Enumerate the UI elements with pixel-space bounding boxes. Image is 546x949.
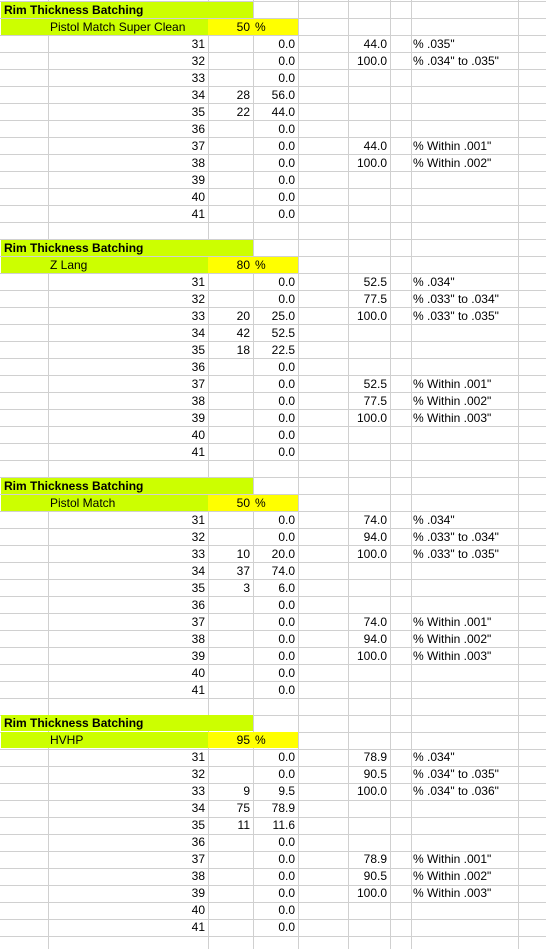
range-label[interactable] <box>411 325 546 341</box>
range-label[interactable] <box>411 444 546 460</box>
cumulative-value[interactable]: 52.5 <box>363 377 387 391</box>
thickness-value[interactable]: 39 <box>191 886 205 900</box>
range-label[interactable] <box>411 427 546 443</box>
thickness-value[interactable]: 36 <box>191 835 205 849</box>
cumulative-value[interactable] <box>348 342 390 358</box>
row-gridline <box>0 936 546 937</box>
range-label[interactable]: % .034" <box>413 275 455 289</box>
percent-value[interactable]: 0.0 <box>278 835 295 849</box>
count-value[interactable] <box>208 138 253 154</box>
range-label[interactable] <box>411 359 546 375</box>
thickness-value[interactable]: 31 <box>191 37 205 51</box>
row-gridline <box>0 698 546 699</box>
count-value[interactable]: 37 <box>236 564 250 578</box>
cumulative-value[interactable] <box>348 834 390 850</box>
range-label[interactable]: % Within .002" <box>413 394 492 408</box>
thickness-value[interactable]: 39 <box>191 649 205 663</box>
cumulative-value[interactable]: 90.5 <box>363 767 387 781</box>
count-value[interactable] <box>208 512 253 528</box>
percent-value[interactable]: 0.0 <box>278 207 295 221</box>
cumulative-value[interactable] <box>348 800 390 816</box>
count-value[interactable] <box>208 529 253 545</box>
range-label[interactable] <box>411 902 546 918</box>
percent-value[interactable]: 0.0 <box>278 767 295 781</box>
thickness-value[interactable]: 35 <box>191 581 205 595</box>
percent-value[interactable]: 74.0 <box>271 564 295 578</box>
range-label[interactable] <box>411 342 546 358</box>
count-value[interactable] <box>208 410 253 426</box>
range-label[interactable]: % .034" to .035" <box>413 767 499 781</box>
percent-sign[interactable]: % <box>255 20 266 34</box>
percent-value[interactable]: 0.0 <box>278 920 295 934</box>
range-label[interactable]: % Within .003" <box>413 411 492 425</box>
count-value[interactable]: 75 <box>236 801 250 815</box>
count-value[interactable]: 42 <box>236 326 250 340</box>
block-title[interactable]: Rim Thickness Batching <box>4 716 144 730</box>
count-value[interactable] <box>208 614 253 630</box>
count-value[interactable] <box>208 206 253 222</box>
cumulative-value[interactable]: 44.0 <box>363 139 387 153</box>
cumulative-value[interactable]: 52.5 <box>363 275 387 289</box>
range-label[interactable]: % Within .002" <box>413 632 492 646</box>
percent-value[interactable]: 0.0 <box>278 666 295 680</box>
percent-value[interactable]: 25.0 <box>271 309 295 323</box>
cumulative-value[interactable]: 100.0 <box>356 54 387 68</box>
count-value[interactable] <box>208 36 253 52</box>
cumulative-value[interactable] <box>348 206 390 222</box>
count-value[interactable]: 28 <box>236 88 250 102</box>
column-gridline <box>298 0 299 949</box>
percent-value[interactable]: 0.0 <box>278 598 295 612</box>
batch-name[interactable]: Pistol Match Super Clean <box>50 20 186 34</box>
percent-value[interactable]: 0.0 <box>278 869 295 883</box>
thickness-value[interactable]: 34 <box>191 564 205 578</box>
count-value[interactable] <box>208 885 253 901</box>
count-value[interactable]: 11 <box>237 818 250 832</box>
percent-value[interactable]: 0.0 <box>278 886 295 900</box>
percent-value[interactable]: 0.0 <box>278 530 295 544</box>
range-label[interactable]: % Within .001" <box>413 139 492 153</box>
count-value[interactable] <box>208 851 253 867</box>
thickness-value[interactable]: 37 <box>191 852 205 866</box>
cumulative-value[interactable]: 94.0 <box>363 632 387 646</box>
percent-value[interactable]: 0.0 <box>278 903 295 917</box>
thickness-value[interactable]: 37 <box>191 377 205 391</box>
percent-value[interactable]: 6.0 <box>278 581 295 595</box>
percent-value[interactable]: 0.0 <box>278 632 295 646</box>
thickness-value[interactable]: 36 <box>191 598 205 612</box>
cumulative-value[interactable]: 74.0 <box>363 615 387 629</box>
cumulative-value[interactable] <box>348 919 390 935</box>
count-value[interactable]: 10 <box>236 547 250 561</box>
percent-value[interactable]: 0.0 <box>278 852 295 866</box>
range-label[interactable] <box>411 800 546 816</box>
thickness-value[interactable]: 40 <box>191 903 205 917</box>
cumulative-value[interactable] <box>348 172 390 188</box>
count-value[interactable] <box>208 665 253 681</box>
thickness-value[interactable]: 38 <box>191 869 205 883</box>
count-value[interactable] <box>208 172 253 188</box>
count-value[interactable] <box>208 868 253 884</box>
percent-sign[interactable]: % <box>255 733 266 747</box>
cumulative-value[interactable]: 100.0 <box>356 156 387 170</box>
thickness-value[interactable]: 33 <box>191 547 205 561</box>
count-value[interactable] <box>208 648 253 664</box>
cumulative-value[interactable] <box>348 444 390 460</box>
row-gridline <box>0 222 546 223</box>
count-value[interactable] <box>208 682 253 698</box>
thickness-value[interactable]: 41 <box>191 683 205 697</box>
percent-value[interactable]: 0.0 <box>278 513 295 527</box>
count-value[interactable] <box>208 155 253 171</box>
percent-value[interactable]: 0.0 <box>278 411 295 425</box>
range-label[interactable] <box>411 834 546 850</box>
thickness-value[interactable]: 36 <box>191 360 205 374</box>
cumulative-value[interactable]: 100.0 <box>356 649 387 663</box>
count-value[interactable] <box>208 902 253 918</box>
percent-sign[interactable]: % <box>255 496 266 510</box>
range-label[interactable] <box>411 70 546 86</box>
cumulative-value[interactable]: 100.0 <box>356 886 387 900</box>
percent-value[interactable]: 52.5 <box>271 326 295 340</box>
cumulative-value[interactable] <box>348 902 390 918</box>
count-value[interactable]: 3 <box>243 581 250 595</box>
range-label[interactable] <box>411 665 546 681</box>
cumulative-value[interactable]: 74.0 <box>363 513 387 527</box>
range-label[interactable]: % .035" <box>413 37 455 51</box>
percent-value[interactable]: 0.0 <box>278 394 295 408</box>
range-label[interactable]: % .033" to .034" <box>413 292 499 306</box>
block-title[interactable]: Rim Thickness Batching <box>4 479 144 493</box>
cumulative-value[interactable]: 100.0 <box>356 411 387 425</box>
count-value[interactable] <box>208 834 253 850</box>
batch-percent[interactable]: 80 <box>236 258 250 272</box>
percent-value[interactable]: 9.5 <box>278 784 295 798</box>
count-value[interactable] <box>208 393 253 409</box>
batch-percent[interactable]: 95 <box>236 733 250 747</box>
cumulative-value[interactable] <box>348 359 390 375</box>
cumulative-value[interactable] <box>348 325 390 341</box>
cumulative-value[interactable] <box>348 121 390 137</box>
percent-value[interactable]: 78.9 <box>271 801 295 815</box>
percent-value[interactable]: 0.0 <box>278 360 295 374</box>
thickness-value[interactable]: 37 <box>191 615 205 629</box>
range-label[interactable]: % .033" to .035" <box>413 547 499 561</box>
range-label[interactable] <box>411 104 546 120</box>
percent-value[interactable]: 0.0 <box>278 292 295 306</box>
cumulative-value[interactable] <box>348 563 390 579</box>
batch-percent[interactable]: 50 <box>236 20 250 34</box>
percent-value[interactable]: 0.0 <box>278 683 295 697</box>
cumulative-value[interactable]: 100.0 <box>356 309 387 323</box>
thickness-value[interactable]: 32 <box>191 767 205 781</box>
range-label[interactable]: % Within .002" <box>413 156 492 170</box>
percent-value[interactable]: 0.0 <box>278 649 295 663</box>
range-label[interactable] <box>411 919 546 935</box>
cumulative-value[interactable]: 44.0 <box>363 37 387 51</box>
count-value[interactable]: 22 <box>236 105 250 119</box>
count-value[interactable] <box>208 749 253 765</box>
range-label[interactable]: % Within .001" <box>413 852 492 866</box>
range-label[interactable] <box>411 682 546 698</box>
count-value[interactable] <box>208 121 253 137</box>
percent-value[interactable]: 44.0 <box>271 105 295 119</box>
row-gridline <box>0 460 546 461</box>
percent-value[interactable]: 0.0 <box>278 156 295 170</box>
batch-name[interactable]: HVHP <box>50 733 84 747</box>
thickness-value[interactable]: 38 <box>191 632 205 646</box>
percent-value[interactable]: 11.6 <box>272 818 295 832</box>
range-label[interactable] <box>411 121 546 137</box>
thickness-value[interactable]: 39 <box>191 411 205 425</box>
cumulative-value[interactable]: 100.0 <box>356 547 387 561</box>
thickness-value[interactable]: 31 <box>191 513 205 527</box>
batch-percent[interactable]: 50 <box>236 496 250 510</box>
count-value[interactable] <box>208 444 253 460</box>
cumulative-value[interactable]: 77.5 <box>363 292 387 306</box>
percent-value[interactable]: 20.0 <box>271 547 295 561</box>
thickness-value[interactable]: 34 <box>191 801 205 815</box>
thickness-value[interactable]: 35 <box>191 343 205 357</box>
percent-value[interactable]: 0.0 <box>278 190 295 204</box>
cumulative-value[interactable]: 90.5 <box>363 869 387 883</box>
thickness-value[interactable]: 33 <box>191 309 205 323</box>
range-label[interactable]: % .033" to .035" <box>413 309 499 323</box>
count-value[interactable] <box>208 376 253 392</box>
thickness-value[interactable]: 41 <box>191 920 205 934</box>
thickness-value[interactable]: 34 <box>191 326 205 340</box>
range-label[interactable] <box>411 87 546 103</box>
thickness-value[interactable]: 40 <box>191 428 205 442</box>
cumulative-value[interactable] <box>348 817 390 833</box>
thickness-value[interactable]: 31 <box>191 275 205 289</box>
percent-value[interactable]: 0.0 <box>278 71 295 85</box>
cumulative-value[interactable]: 77.5 <box>363 394 387 408</box>
cumulative-value[interactable]: 78.9 <box>363 852 387 866</box>
cumulative-value[interactable]: 78.9 <box>363 750 387 764</box>
thickness-value[interactable]: 31 <box>191 750 205 764</box>
thickness-value[interactable]: 33 <box>191 784 205 798</box>
thickness-value[interactable]: 35 <box>191 818 205 832</box>
count-value[interactable] <box>208 597 253 613</box>
block-title[interactable]: Rim Thickness Batching <box>4 241 144 255</box>
count-value[interactable] <box>208 766 253 782</box>
cumulative-value[interactable] <box>348 665 390 681</box>
count-value[interactable] <box>208 189 253 205</box>
thickness-value[interactable]: 33 <box>191 71 205 85</box>
thickness-value[interactable]: 38 <box>191 394 205 408</box>
range-label[interactable] <box>411 597 546 613</box>
range-label[interactable]: % Within .001" <box>413 377 492 391</box>
range-label[interactable]: % Within .001" <box>413 615 492 629</box>
percent-value[interactable]: 0.0 <box>278 139 295 153</box>
cumulative-value[interactable] <box>348 682 390 698</box>
batch-name[interactable]: Pistol Match <box>50 496 116 510</box>
thickness-value[interactable]: 35 <box>191 105 205 119</box>
percent-value[interactable]: 0.0 <box>278 54 295 68</box>
thickness-value[interactable]: 41 <box>191 445 205 459</box>
block-title[interactable]: Rim Thickness Batching <box>4 3 144 17</box>
cumulative-value[interactable] <box>348 427 390 443</box>
count-value[interactable]: 9 <box>243 784 250 798</box>
cumulative-value[interactable]: 94.0 <box>363 530 387 544</box>
percent-value[interactable]: 0.0 <box>278 122 295 136</box>
range-label[interactable] <box>411 817 546 833</box>
count-value[interactable] <box>208 631 253 647</box>
range-label[interactable] <box>411 172 546 188</box>
thickness-value[interactable]: 32 <box>191 530 205 544</box>
count-value[interactable]: 20 <box>236 309 250 323</box>
count-value[interactable] <box>208 427 253 443</box>
thickness-value[interactable]: 40 <box>191 190 205 204</box>
thickness-value[interactable]: 41 <box>191 207 205 221</box>
thickness-value[interactable]: 39 <box>191 173 205 187</box>
range-label[interactable]: % Within .003" <box>413 649 492 663</box>
range-label[interactable] <box>411 563 546 579</box>
count-value[interactable] <box>208 919 253 935</box>
range-label[interactable]: % .033" to .034" <box>413 530 499 544</box>
cumulative-value[interactable] <box>348 597 390 613</box>
thickness-value[interactable]: 32 <box>191 292 205 306</box>
range-label[interactable] <box>411 580 546 596</box>
percent-sign[interactable]: % <box>255 258 266 272</box>
percent-value[interactable]: 0.0 <box>278 37 295 51</box>
cumulative-value[interactable] <box>348 70 390 86</box>
percent-value[interactable]: 0.0 <box>278 275 295 289</box>
column-gridline <box>390 0 391 949</box>
count-value[interactable]: 18 <box>236 343 250 357</box>
cumulative-value[interactable] <box>348 580 390 596</box>
count-value[interactable] <box>208 53 253 69</box>
thickness-value[interactable]: 40 <box>191 666 205 680</box>
thickness-value[interactable]: 32 <box>191 54 205 68</box>
range-label[interactable]: % .034" to .036" <box>413 784 499 798</box>
cumulative-value[interactable] <box>348 189 390 205</box>
range-label[interactable]: % .034" <box>413 750 455 764</box>
range-label[interactable]: % .034" to .035" <box>413 54 499 68</box>
range-label[interactable]: % .034" <box>413 513 455 527</box>
count-value[interactable] <box>208 291 253 307</box>
thickness-value[interactable]: 37 <box>191 139 205 153</box>
percent-value[interactable]: 0.0 <box>278 750 295 764</box>
count-value[interactable] <box>208 359 253 375</box>
percent-value[interactable]: 0.0 <box>278 428 295 442</box>
thickness-value[interactable]: 36 <box>191 122 205 136</box>
count-value[interactable] <box>208 70 253 86</box>
range-label[interactable] <box>411 189 546 205</box>
cumulative-value[interactable] <box>348 87 390 103</box>
range-label[interactable]: % Within .003" <box>413 886 492 900</box>
count-value[interactable] <box>208 274 253 290</box>
thickness-value[interactable]: 34 <box>191 88 205 102</box>
percent-value[interactable]: 0.0 <box>278 377 295 391</box>
range-label[interactable]: % Within .002" <box>413 869 492 883</box>
cumulative-value[interactable] <box>348 104 390 120</box>
percent-value[interactable]: 0.0 <box>278 615 295 629</box>
cumulative-value[interactable]: 100.0 <box>356 784 387 798</box>
thickness-value[interactable]: 38 <box>191 156 205 170</box>
percent-value[interactable]: 0.0 <box>278 173 295 187</box>
range-label[interactable] <box>411 206 546 222</box>
percent-value[interactable]: 0.0 <box>278 445 295 459</box>
percent-value[interactable]: 22.5 <box>271 343 295 357</box>
batch-name[interactable]: Z Lang <box>50 258 88 272</box>
percent-value[interactable]: 56.0 <box>271 88 295 102</box>
